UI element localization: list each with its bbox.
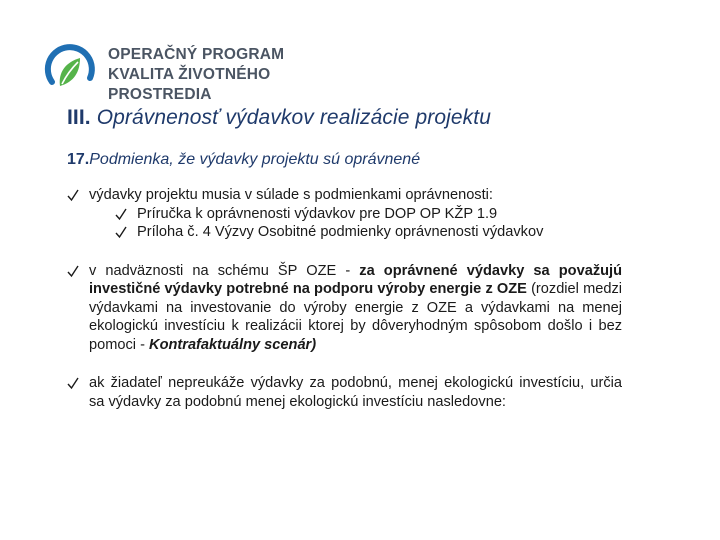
- sub-bullet-text: Príloha č. 4 Výzvy Osobitné podmienky oprávnenosti výdavkov: [137, 224, 544, 240]
- condition-title-text: Podmienka, že výdavky projektu sú oprávnené: [89, 151, 421, 168]
- logo-text: [108, 45, 370, 105]
- checkmark-icon: [114, 205, 128, 223]
- bullet-oze-scheme: [66, 262, 622, 355]
- sub-bullet-annex: [66, 223, 622, 242]
- checkmark-icon: [66, 262, 80, 280]
- slide-content: [66, 186, 622, 411]
- checkmark-icon: [114, 223, 128, 241]
- condition-subtitle: [67, 151, 667, 169]
- logo-mark-icon: [40, 38, 100, 98]
- bullet-eligibility-rules: [66, 186, 622, 205]
- bullet-text-part1: v nadväznosti na schému ŠP OZE -: [89, 262, 351, 279]
- bullet-text: výdavky projektu musia v súlade s podmienkami oprávnenosti:: [89, 187, 493, 203]
- bullet-text-part2: (rozdiel medzi výdavkami na investovanie do výroby energie z OZE a výdavkami na menej ekologickú investíciu k realizácii ktorej by dôveryhodným spôsobom došlo i bez pomoci -: [89, 281, 622, 353]
- sub-bullet-text: Príručka k oprávnenosti výdavkov pre DOP OP KŽP 1.9: [137, 205, 498, 222]
- program-logo: [40, 38, 370, 103]
- checkmark-icon: [66, 186, 80, 204]
- section-title: [67, 106, 667, 130]
- sub-bullet-handbook: [66, 205, 622, 224]
- logo-line-1: OPERAČNÝ PROGRAM: [108, 46, 285, 63]
- bullet-text: ak žiadateľ nepreukáže výdavky za podobnú, menej ekologickú investíciu, určia sa výdavky za podobnú menej ekologickú investíciu nasledovne:: [89, 375, 622, 410]
- bullet-text-bold: za oprávnené výdavky sa považujú investičné výdavky potrebné na podporu výroby energie z OZE: [89, 262, 623, 297]
- bullet-text-counterfactual: Kontrafaktuálny scenár): [149, 336, 317, 353]
- bullet-applicant-fallback: [66, 374, 622, 411]
- section-title-text: Oprávnenosť výdavkov realizácie projektu: [96, 106, 491, 129]
- checkmark-icon: [66, 374, 80, 392]
- condition-number: 17.: [67, 151, 90, 168]
- logo-line-2: KVALITA ŽIVOTNÉHO PROSTREDIA: [108, 66, 271, 103]
- section-roman-numeral: III.: [67, 106, 91, 129]
